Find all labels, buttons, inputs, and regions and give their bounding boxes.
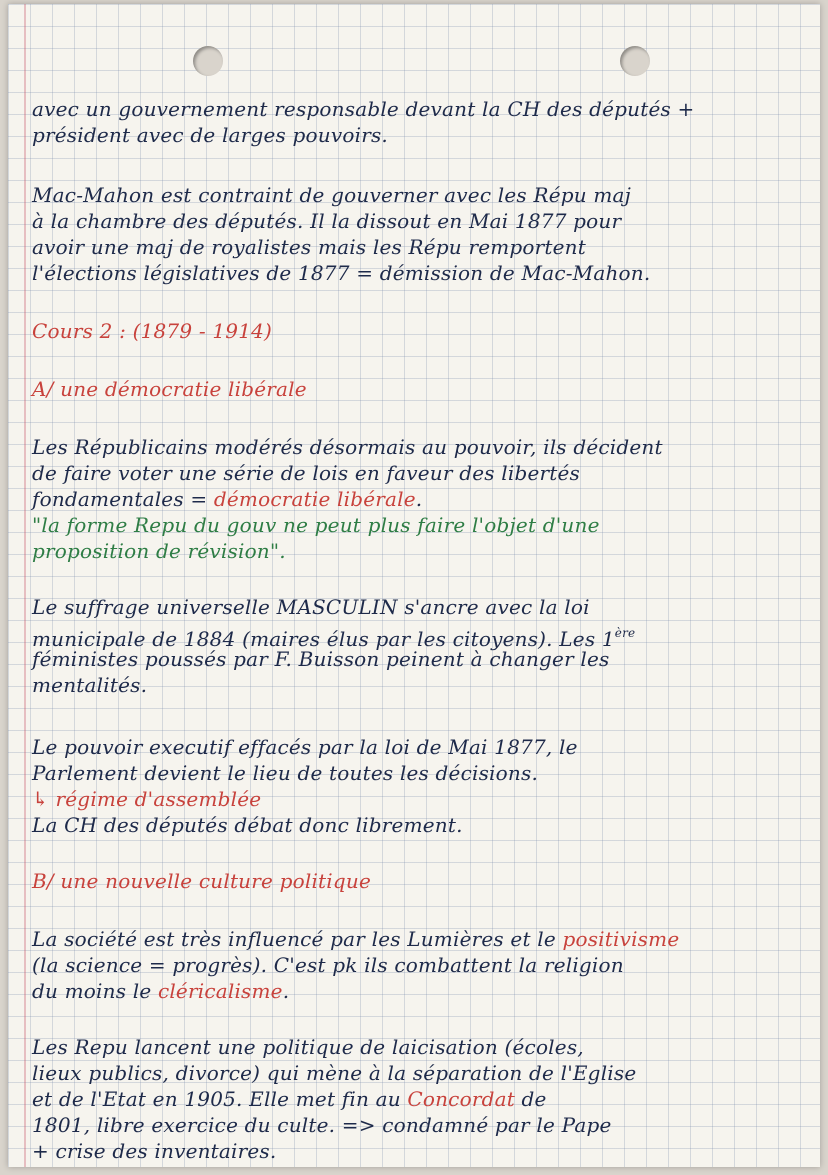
text-line: à la chambre des députés. Il la dissout en Mai 1877 pour: [32, 209, 622, 233]
superscript: ère: [614, 626, 636, 640]
text-line: de faire voter une série de lois en faveur des libertés: [32, 461, 580, 485]
text-line: avec un gouvernement responsable devant la CH des députés +: [32, 97, 695, 121]
highlight-term: Concordat: [407, 1087, 515, 1111]
text-line: avoir une maj de royalistes mais les Répu remportent: [32, 235, 587, 259]
text-line: [32, 486, 422, 512]
text-line: Les Repu lancent une politique de laicisation (écoles,: [32, 1035, 584, 1059]
text-segment: fondamentales =: [32, 487, 214, 511]
text-line: Les Républicains modérés désormais au pouvoir, ils décident: [32, 435, 663, 459]
text-segment: de: [514, 1087, 547, 1111]
notebook-page: [8, 4, 820, 1167]
section-b-title: B/ une nouvelle culture politique: [32, 869, 372, 893]
text-line: Parlement devient le lieu de toutes les décisions.: [32, 761, 538, 785]
quote-line: "la forme Repu du gouv ne peut plus faire l'objet d'une: [32, 513, 600, 537]
text-line: Mac-Mahon est contraint de gouverner avec les Répu maj: [32, 183, 632, 207]
highlight-line: ↳ régime d'assemblée: [32, 787, 262, 811]
text-line: Le suffrage universelle MASCULIN s'ancre avec la loi: [32, 595, 590, 619]
text-line: Le pouvoir executif effacés par la loi de Mai 1877, le: [32, 735, 578, 759]
text-line: féministes poussés par F. Buisson peinent à changer les: [32, 647, 610, 671]
text-line: (la science = progrès). C'est pk ils combattent la religion: [32, 953, 624, 977]
highlight-term: positivisme: [562, 927, 680, 951]
text-segment: La société est très influencé par les Lumières et le: [32, 927, 563, 951]
text-segment: .: [282, 979, 290, 1003]
text-line: l'élections législatives de 1877 = démission de Mac-Mahon.: [32, 261, 651, 285]
text-line: La CH des députés débat donc librement.: [32, 813, 463, 837]
highlight-term: démocratie libérale: [213, 487, 416, 511]
text-segment: municipale de 1884 (maires élus par les citoyens). Les 1: [32, 627, 615, 651]
text-line: [32, 1086, 547, 1112]
text-segment: .: [415, 487, 423, 511]
text-line: + crise des inventaires.: [32, 1139, 277, 1163]
text-line: mentalités.: [32, 673, 148, 697]
quote-line: proposition de révision".: [32, 539, 286, 563]
punch-hole-left: [193, 46, 223, 76]
highlight-term: cléricalisme: [157, 979, 283, 1003]
text-line: 1801, libre exercice du culte. => condamné par le Pape: [32, 1113, 612, 1137]
text-segment: et de l'Etat en 1905. Elle met fin au: [32, 1087, 408, 1111]
text-segment: du moins le: [32, 979, 158, 1003]
section-a-title: A/ une démocratie libérale: [32, 377, 307, 401]
margin-line: [24, 4, 26, 1167]
text-line: [32, 978, 289, 1004]
text-line: lieux publics, divorce) qui mène à la séparation de l'Eglise: [32, 1061, 637, 1085]
text-line: président avec de larges pouvoirs.: [32, 123, 388, 147]
punch-hole-right: [620, 46, 650, 76]
text-line: [32, 926, 679, 952]
course-title: Cours 2 : (1879 - 1914): [32, 319, 273, 343]
